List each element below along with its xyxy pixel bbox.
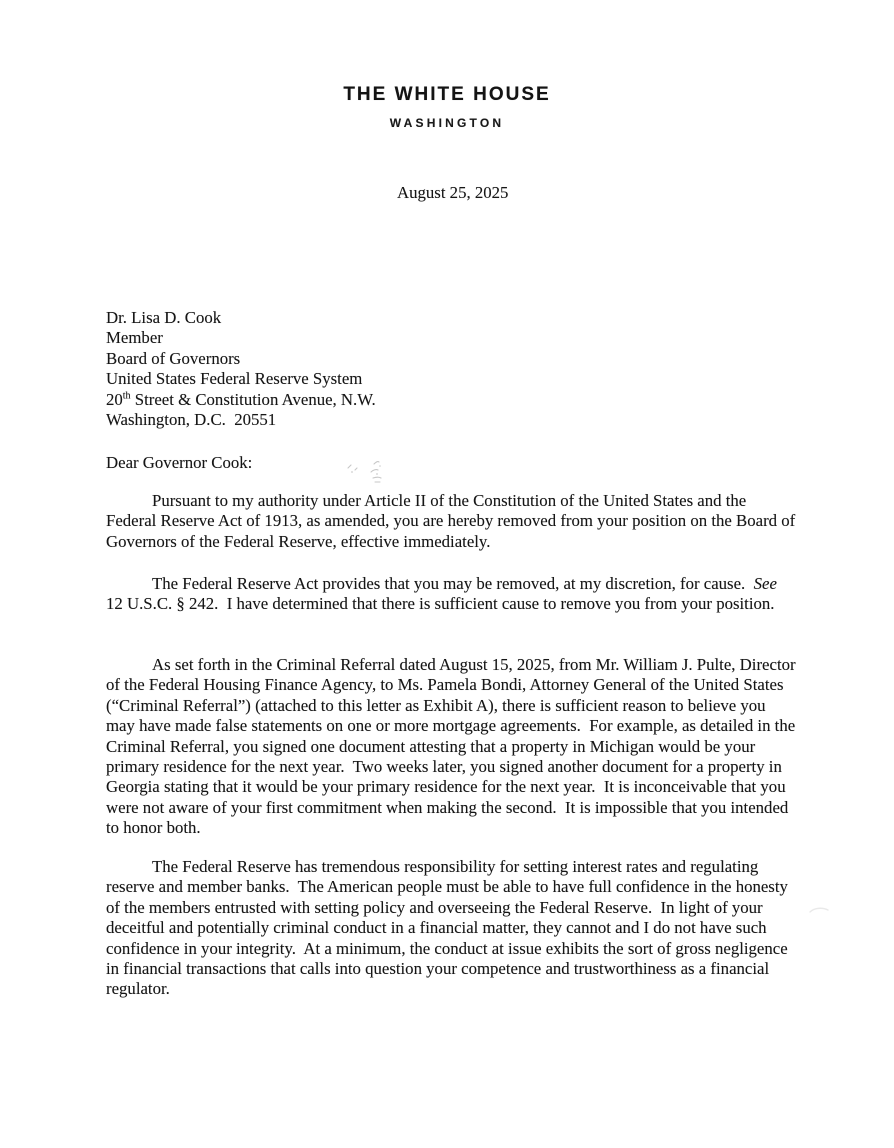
paragraph-removal-statement: Pursuant to my authority under Article II of the Constitution of the United States and the Federal Reserve Act of 1913, as amended, you are hereby removed from your position on the Board of Governors of the Federal Reserve, effective immediately. [106, 491, 800, 551]
street-number: 20 [106, 389, 123, 409]
salutation: Dear Governor Cook: [106, 453, 253, 472]
paragraph-text: 12 U.S.C. § 242. I have determined that there is sufficient cause to remove you from your position. [106, 574, 782, 614]
recipient-city-line: Washington, D.C. 20551 [106, 410, 277, 430]
paragraph-federal-reserve-responsibility: The Federal Reserve has tremendous responsibility for setting interest rates and regulating reserve and member banks. The American people must be able to have full confidence in the honesty of the members entrusted with setting policy and overseeing the Federal Reserve. In light of your deceitful and potentially criminal conduct in a financial matter, they cannot and I do not have such confidence in your integrity. At a minimum, the conduct at issue exhibits the sort of gross negligence in financial transactions that calls into question your competence and trustworthiness as a financial regulator. [106, 857, 793, 999]
letterhead-subtitle: WASHINGTON [389, 116, 505, 130]
paragraph-text: The Federal Reserve Act provides that you may be removed, at my discretion, for cause. [152, 574, 754, 593]
recipient-address [106, 308, 376, 430]
recipient-name: Dr. Lisa D. Cook [106, 308, 222, 327]
letterhead-title: THE WHITE HOUSE [343, 84, 551, 105]
recipient-org-line: Board of Governors [106, 348, 241, 368]
scan-smudge-artifact [806, 902, 832, 920]
scan-smudge-artifact [340, 458, 396, 490]
case-citation-italic: See [753, 574, 777, 593]
recipient-org-line: United States Federal Reserve System [106, 369, 363, 389]
recipient-title: Member [106, 328, 163, 348]
paragraph-criminal-referral: As set forth in the Criminal Referral dated August 15, 2025, from Mr. William J. Pulte, Director of the Federal Housing Finance Agency, to Ms. Pamela Bondi, Attorney General of the United States (“Criminal Referral”) (attached to this letter as Exhibit A), there is sufficient reason to believe you may have made false statements on one or more mortgage agreements. For example, as detailed in the Criminal Referral, you signed one document attesting that a property in Michigan would be your primary residence for the next year. Two weeks later, you signed another document for a property in Georgia stating that it would be your primary residence for the next year. It is inconceivable that you were not aware of your first commitment when making the second. It is impossible that you intended to honor both. [106, 655, 800, 838]
street-ordinal-superscript: th [122, 390, 131, 402]
street-name: Street & Constitution Avenue, N.W. [130, 389, 376, 409]
paragraph-legal-cause [106, 574, 796, 615]
letter-date: August 25, 2025 [397, 183, 509, 202]
recipient-street-line [106, 390, 376, 410]
